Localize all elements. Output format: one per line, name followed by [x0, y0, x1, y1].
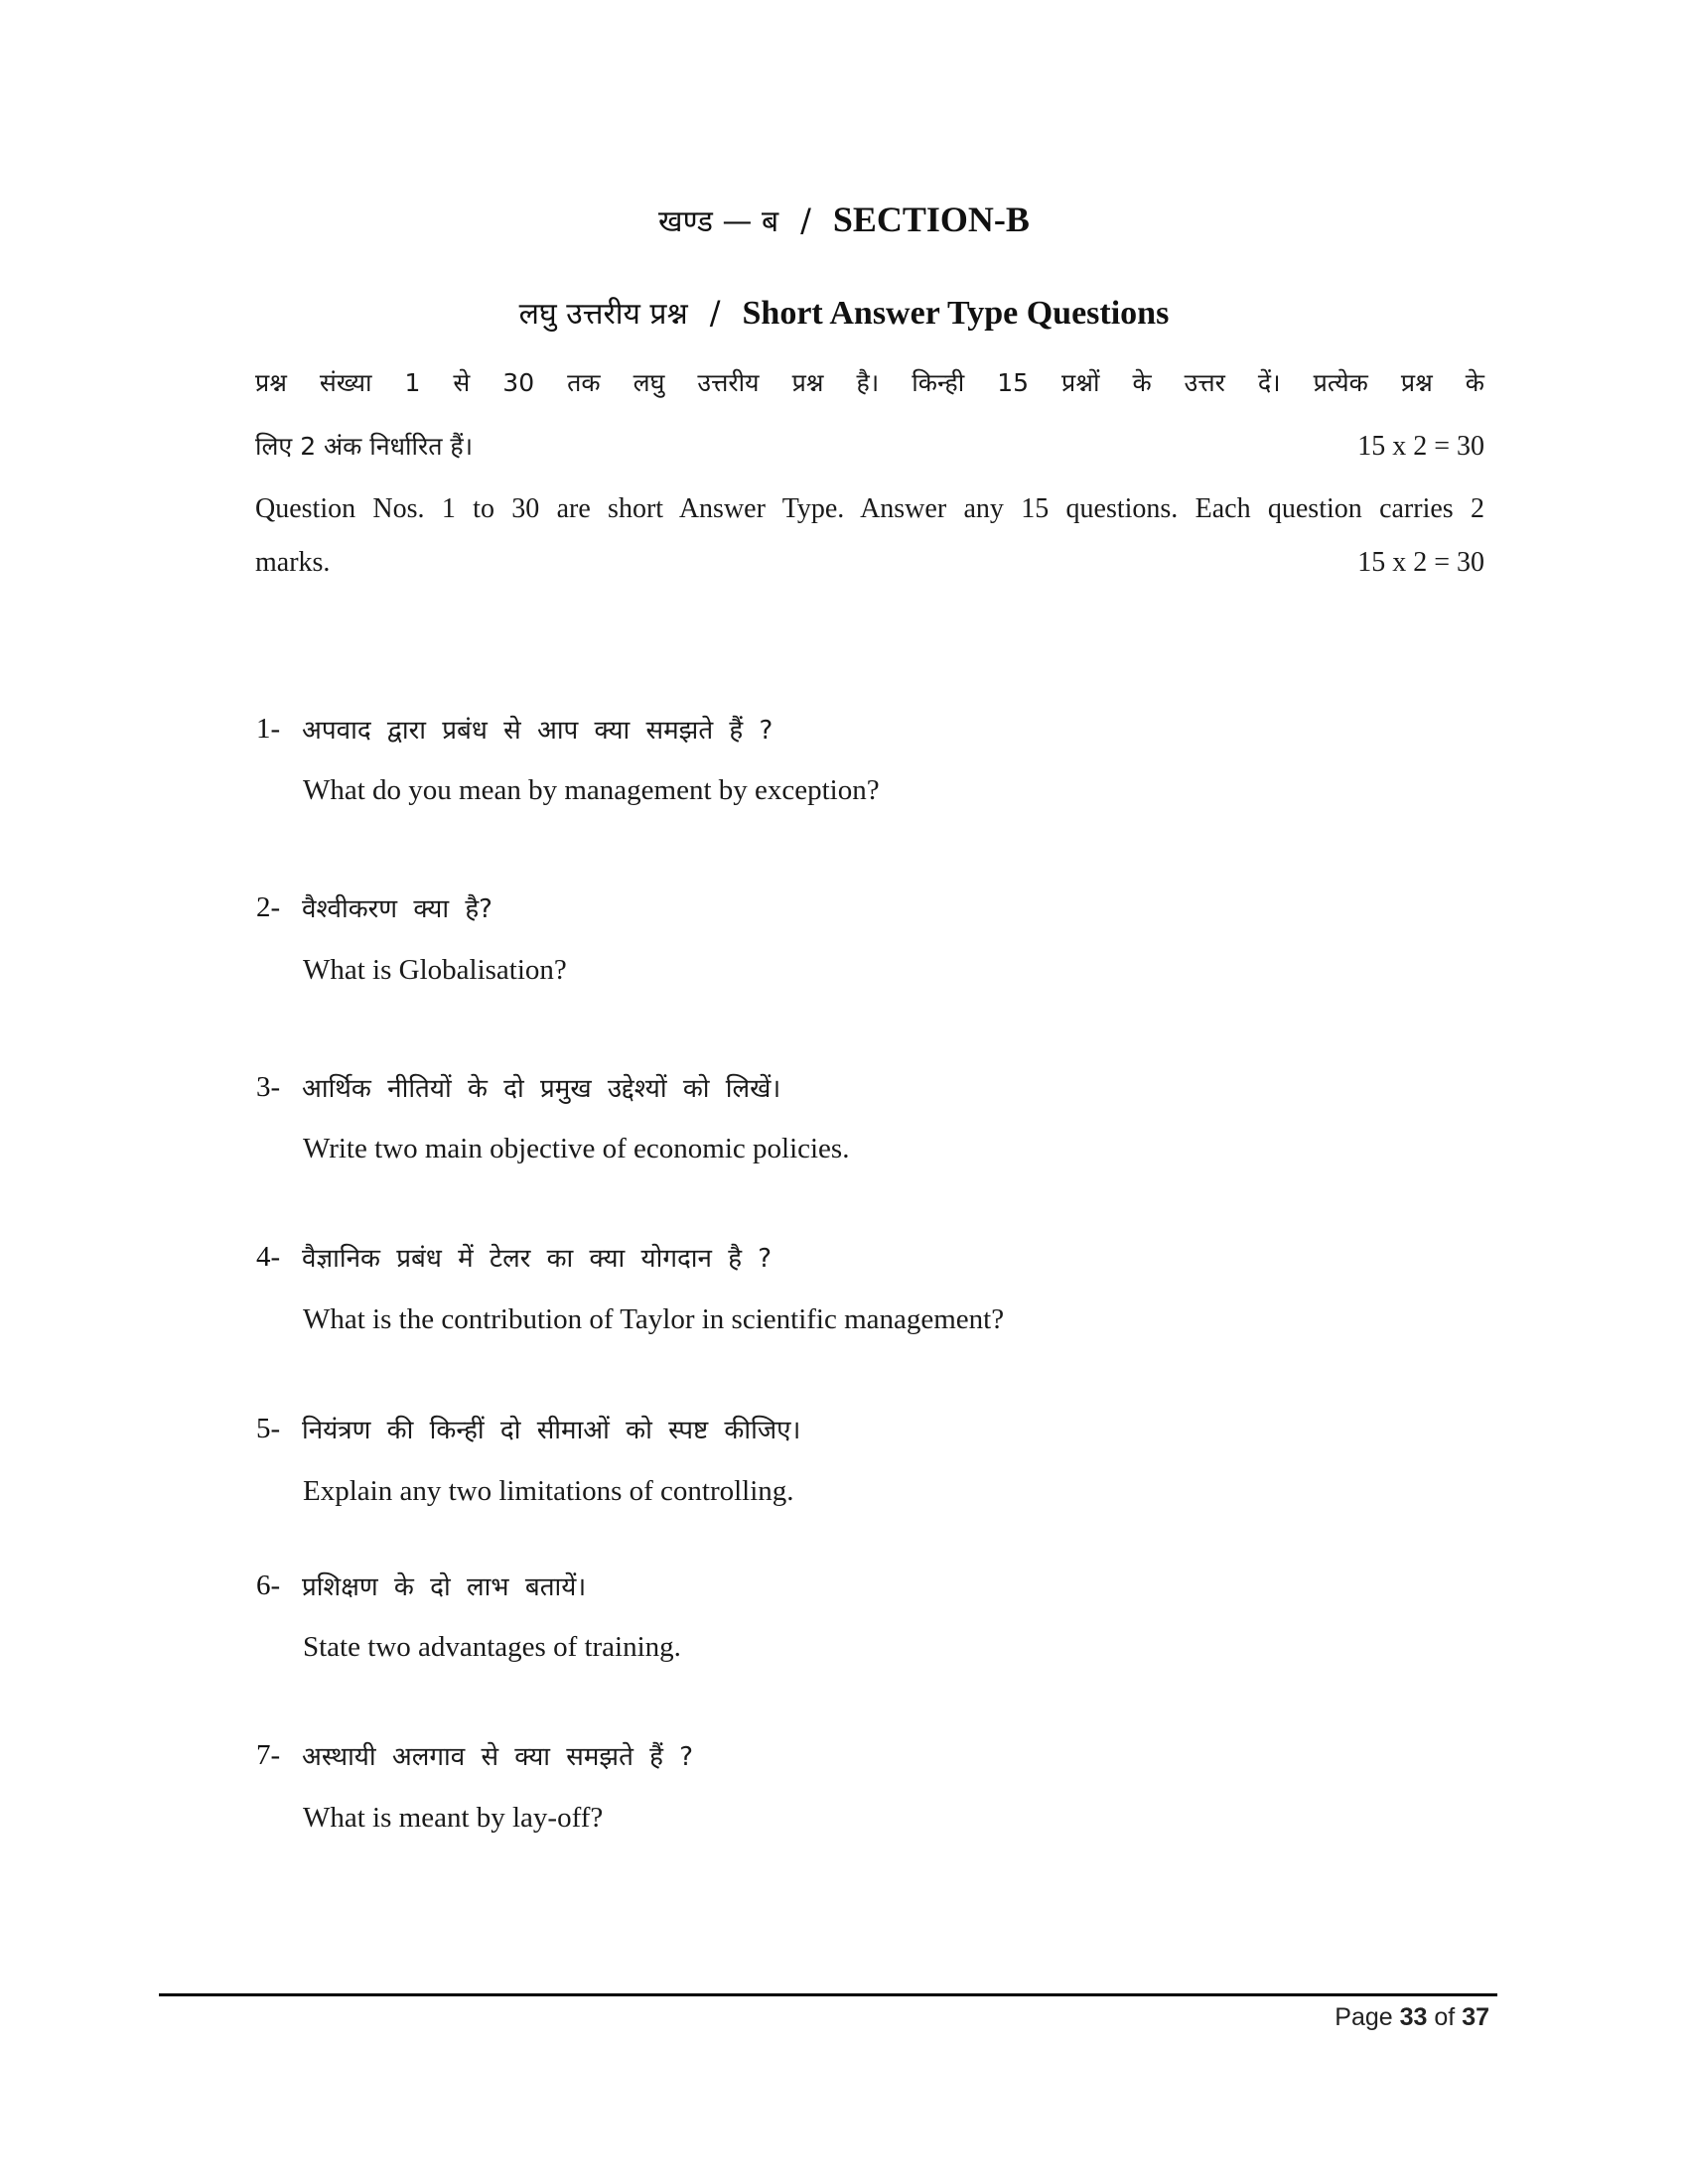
question-number: 3- [256, 1071, 281, 1103]
section-heading-separator: / [800, 202, 811, 239]
page-label: Page [1335, 2003, 1393, 2031]
subheading-hindi: लघु उत्तरीय प्रश्न [518, 297, 688, 332]
page-number [1335, 2003, 1489, 2032]
section-heading-english: SECTION-B [832, 200, 1030, 239]
footer-divider [159, 1993, 1497, 1996]
instructions-english-line2: marks. [255, 547, 331, 578]
subheading-separator: / [709, 294, 721, 332]
question-number: 1- [256, 713, 281, 745]
instructions-hindi-line2: लिए 2 अंक निर्धारित हैं। [255, 432, 474, 461]
question-hindi: अपवाद द्वारा प्रबंध से आप क्या समझते हैं ? [302, 716, 774, 746]
question-english: What is Globalisation? [303, 954, 567, 986]
question-hindi: आर्थिक नीतियों के दो प्रमुख उद्देश्यों को लिखें। [302, 1074, 781, 1104]
question-number: 6- [256, 1570, 281, 1601]
section-heading [0, 199, 1688, 240]
question-hindi: नियंत्रण की किन्हीं दो सीमाओं को स्पष्ट कीजिए। [302, 1416, 801, 1445]
instructions-english-marks: 15 x 2 = 30 [1357, 547, 1484, 578]
instructions-hindi-line1: प्रश्न संख्या 1 से 30 तक लघु उत्तरीय प्रश्न है। किन्ही 15 प्रश्नों के उत्तर दें। प्रत्येक प्रश्न के [255, 368, 1484, 397]
instructions-hindi-marks: 15 x 2 = 30 [1357, 431, 1484, 462]
question-number: 5- [256, 1413, 281, 1444]
question-english: Explain any two limitations of controlling. [303, 1475, 794, 1507]
question-english: State two advantages of training. [303, 1631, 681, 1663]
question-english: What is meant by lay-off? [303, 1802, 604, 1834]
section-heading-hindi: खण्ड — ब [658, 205, 779, 239]
question-hindi: अस्थायी अलगाव से क्या समझते हैं ? [302, 1742, 694, 1772]
question-hindi: वैश्वीकरण क्या है? [302, 894, 492, 924]
subheading-english: Short Answer Type Questions [742, 295, 1170, 332]
subheading [0, 292, 1688, 333]
current-page: 33 [1399, 2003, 1428, 2031]
instructions-english-line1: Question Nos. 1 to 30 are short Answer Type. Answer any 15 questions. Each question carries 2 [255, 493, 1484, 524]
question-english: What is the contribution of Taylor in scientific management? [303, 1303, 1005, 1335]
question-number: 7- [256, 1739, 281, 1771]
total-pages: 37 [1462, 2003, 1489, 2031]
question-number: 2- [256, 891, 281, 923]
question-hindi: वैज्ञानिक प्रबंध में टेलर का क्या योगदान है ? [302, 1244, 773, 1274]
question-english: Write two main objective of economic policies. [303, 1133, 850, 1164]
question-hindi: प्रशिक्षण के दो लाभ बतायें। [302, 1572, 587, 1602]
question-number: 4- [256, 1241, 281, 1273]
of-label: of [1434, 2003, 1456, 2031]
question-english: What do you mean by management by exception? [303, 774, 880, 806]
